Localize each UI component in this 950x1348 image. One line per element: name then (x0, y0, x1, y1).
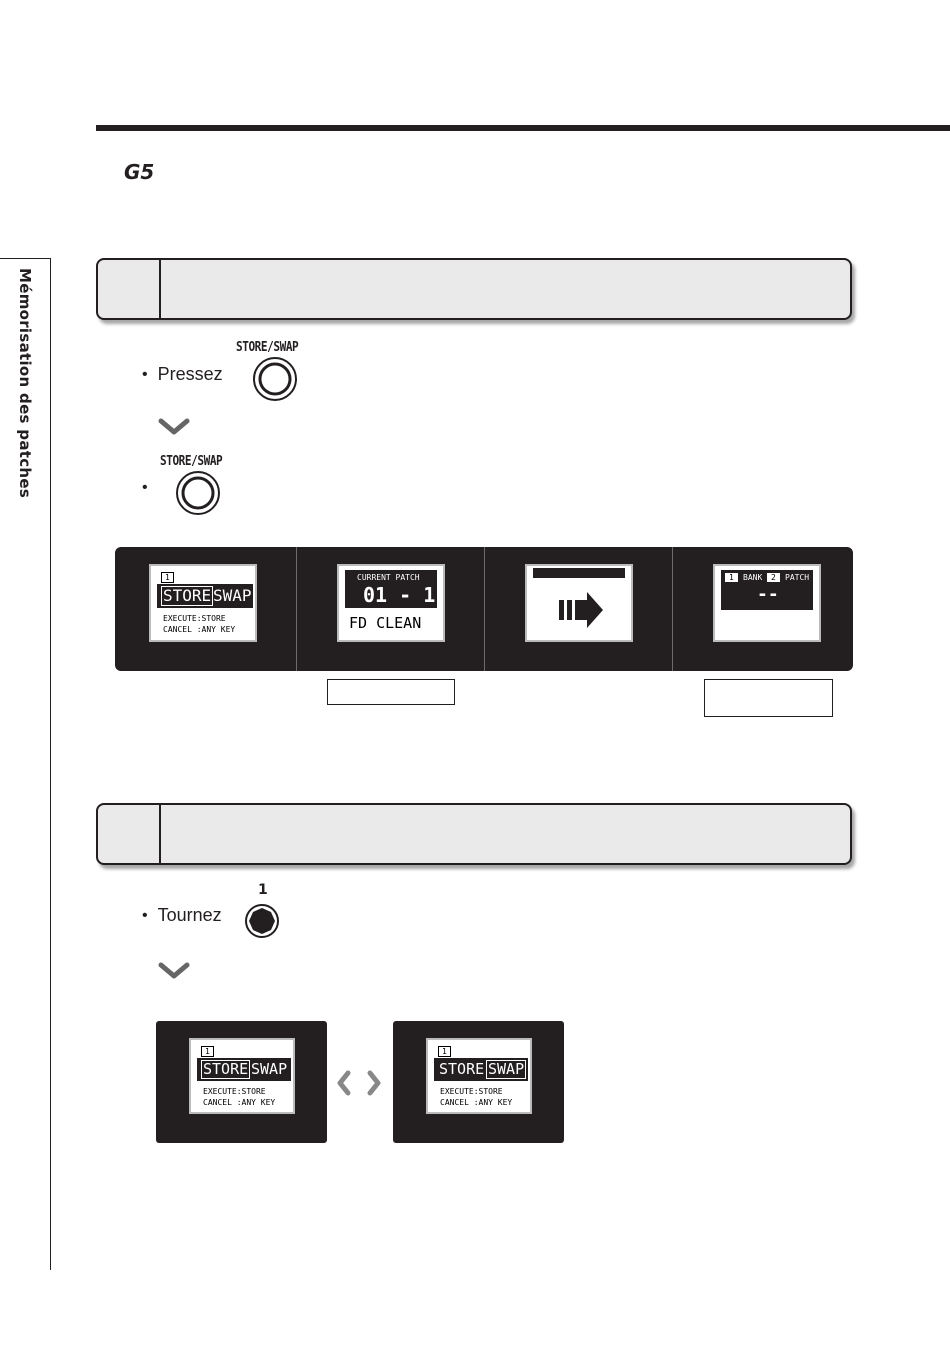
lcd-line-2: CANCEL :ANY KEY (440, 1098, 513, 1107)
chevron-down-icon (158, 962, 190, 980)
store-swap-label: STORE/SWAP (236, 340, 299, 355)
lcd-patch-number: 01 - 1 (363, 583, 436, 607)
lcd-option-swap: SWAP (488, 1060, 525, 1078)
caption-current-patch (327, 679, 455, 705)
lcd-top-bar (533, 568, 625, 578)
lcd-tag: 1 (438, 1046, 451, 1057)
lcd-bank-label: BANK (743, 573, 763, 582)
sidebar-section-label: Mémorisation des patches (16, 268, 34, 499)
lcd-option-bar (434, 1058, 528, 1081)
sidebar-tick (0, 258, 50, 259)
lcd-patch-label: PATCH (785, 573, 810, 582)
step-1-number (98, 260, 161, 318)
right-arrow-icon (557, 590, 605, 630)
lcd-option-store: STORE (203, 1060, 249, 1078)
lcd-bank-header (721, 570, 813, 610)
bullet: • (142, 365, 148, 383)
lcd-option-store: STORE (439, 1060, 485, 1078)
lcd-bank-value: -- (757, 584, 779, 605)
lcd-store-swap (426, 1038, 532, 1114)
divider (296, 547, 297, 671)
lcd-current-patch (337, 564, 445, 642)
store-swap-button-icon[interactable] (252, 356, 298, 402)
lcd-option-store: STORE (163, 586, 212, 605)
lcd-line-2: CANCEL :ANY KEY (163, 625, 236, 634)
display-sequence (115, 547, 853, 671)
lcd-option-swap: SWAP (213, 586, 252, 605)
lcd-line-1: EXECUTE:STORE (163, 614, 226, 623)
step-2-number (98, 805, 161, 863)
store-swap-button-icon-2[interactable] (175, 470, 221, 516)
lcd-line-1: EXECUTE:STORE (440, 1087, 503, 1096)
lcd-patch-title: CURRENT PATCH (357, 573, 420, 582)
lcd-tag: 1 (201, 1046, 214, 1057)
lcd-transition (525, 564, 633, 642)
step-2-instruction (142, 905, 222, 926)
lcd-bank-patch (713, 564, 821, 642)
lcd-tag: 1 (161, 572, 174, 583)
step-1-box (96, 258, 852, 320)
lcd-store-swap (149, 564, 257, 642)
lcd-store-swap (189, 1038, 295, 1114)
lcd-line-2: CANCEL :ANY KEY (203, 1098, 276, 1107)
lcd-option-swap: SWAP (251, 1060, 288, 1078)
logo-text: G5 (124, 160, 155, 184)
bullet: • (142, 479, 148, 496)
store-swap-label-2: STORE/SWAP (160, 454, 223, 469)
sidebar-rule (50, 258, 51, 1270)
step-1-sub-instruction (142, 479, 158, 497)
lcd-line-1: EXECUTE:STORE (203, 1087, 266, 1096)
divider (672, 547, 673, 671)
step-2-box (96, 803, 852, 865)
toggle-arrows-icon (336, 1070, 386, 1096)
knob-1-icon[interactable] (244, 903, 280, 939)
lcd-patch-header (345, 570, 437, 608)
top-rule (96, 125, 950, 131)
g5-logo (124, 160, 168, 184)
step-1-instruction (142, 364, 223, 385)
divider (484, 547, 485, 671)
pressez-text: Pressez (157, 364, 223, 384)
display-store-selected (156, 1021, 327, 1143)
chevron-down-icon (158, 418, 190, 436)
lcd-option-bar (157, 584, 253, 608)
display-swap-selected (393, 1021, 564, 1143)
caption-destination (704, 679, 833, 717)
lcd-patch-name: FD CLEAN (349, 614, 422, 632)
bullet: • (142, 906, 148, 924)
lcd-patch-number: 2 (767, 573, 780, 582)
lcd-bank-number: 1 (725, 573, 738, 582)
knob-label: 1 (258, 882, 268, 898)
lcd-option-bar (197, 1058, 291, 1081)
tournez-text: Tournez (157, 905, 222, 925)
